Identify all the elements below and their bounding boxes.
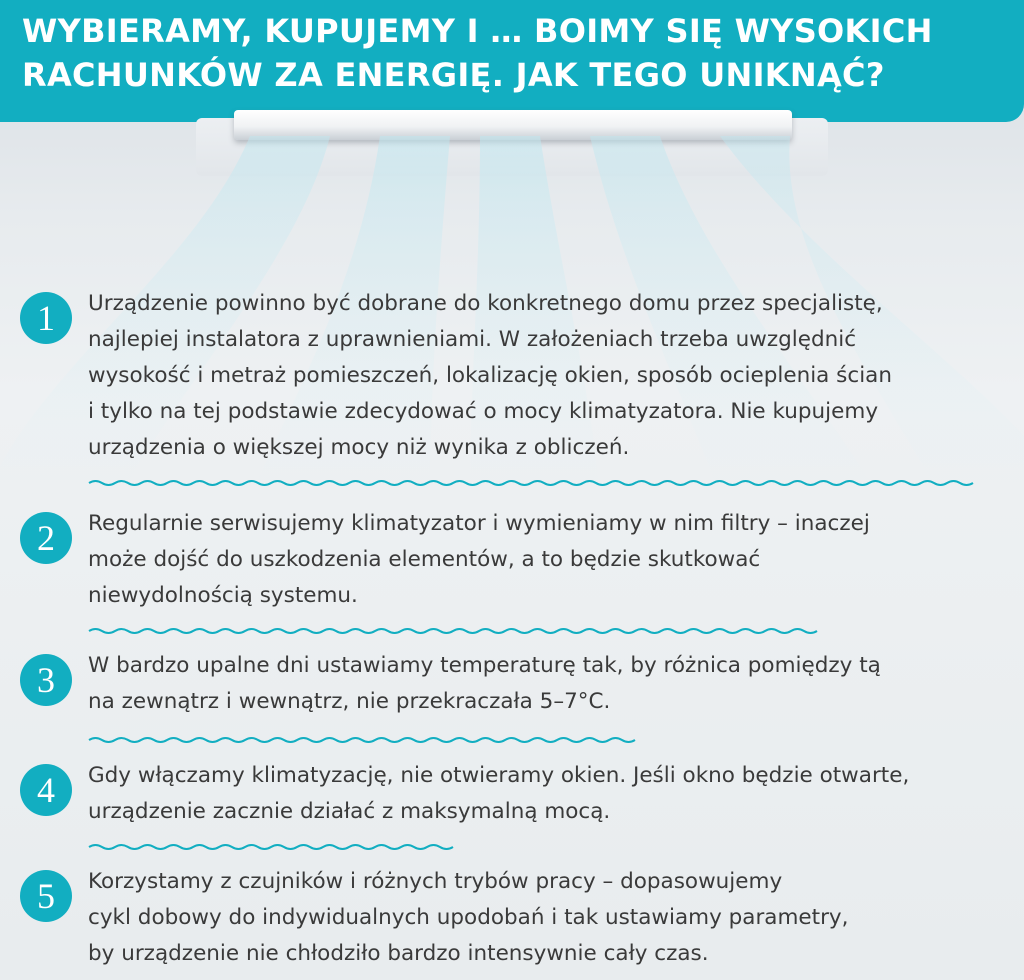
wave-divider [88, 733, 660, 747]
tip-text-2 [88, 506, 1008, 614]
tip-line: urządzenia o większej mocy niż wynika z obliczeń. [88, 435, 630, 460]
number-badge-4: 4 [20, 764, 72, 816]
header-banner [0, 0, 1024, 122]
tip-text-5 [88, 864, 1008, 972]
number-badge-2: 2 [20, 512, 72, 564]
title-line-2: RACHUNKÓW ZA ENERGIĘ. JAK TEGO UNIKNĄĆ? [22, 56, 885, 94]
wave-divider [88, 840, 454, 854]
tip-line: W bardzo upalne dni ustawiamy temperaturę tak, by różnica pomiędzy tą [88, 653, 881, 678]
tip-text-3 [88, 648, 1008, 720]
tip-line: Regularnie serwisujemy klimatyzator i wymieniamy w nim filtry – inaczej [88, 511, 870, 536]
tip-line: może dojść do uszkodzenia elementów, a to będzie skutkować [88, 547, 761, 572]
tip-line: cykl dobowy do indywidualnych upodobań i tak ustawiamy parametry, [88, 905, 849, 930]
tip-line: urządzenie zacznie działać z maksymalną mocą. [88, 799, 611, 824]
tip-line: niewydolnością systemu. [88, 583, 358, 608]
tip-line: na zewnątrz i wewnątrz, nie przekraczała 5–7°C. [88, 689, 611, 714]
tip-line: i tylko na tej podstawie zdecydować o mocy klimatyzatora. Nie kupujemy [88, 399, 879, 424]
tip-line: Gdy włączamy klimatyzację, nie otwieramy okien. Jeśli okno będzie otwarte, [88, 763, 910, 788]
tip-line: Korzystamy z czujników i różnych trybów pracy – dopasowujemy [88, 869, 783, 894]
tip-text-1 [88, 286, 1008, 466]
tip-line: wysokość i metraż pomieszczeń, lokalizację okien, sposób ocieplenia ścian [88, 363, 892, 388]
tip-text-4 [88, 758, 1008, 830]
wave-divider [88, 476, 986, 490]
title-line-1: WYBIERAMY, KUPUJEMY I … BOIMY SIĘ WYSOKICH [22, 12, 933, 50]
number-badge-3: 3 [20, 654, 72, 706]
tip-line: Urządzenie powinno być dobrane do konkretnego domu przez specjalistę, [88, 291, 883, 316]
tip-line: najlepiej instalatora z uprawnieniami. W założeniach trzeba uwzględnić [88, 327, 857, 352]
number-badge-1: 1 [20, 292, 72, 344]
wave-divider [88, 624, 840, 638]
tip-line: by urządzenie nie chłodziło bardzo intensywnie cały czas. [88, 941, 709, 966]
number-badge-5: 5 [20, 870, 72, 922]
